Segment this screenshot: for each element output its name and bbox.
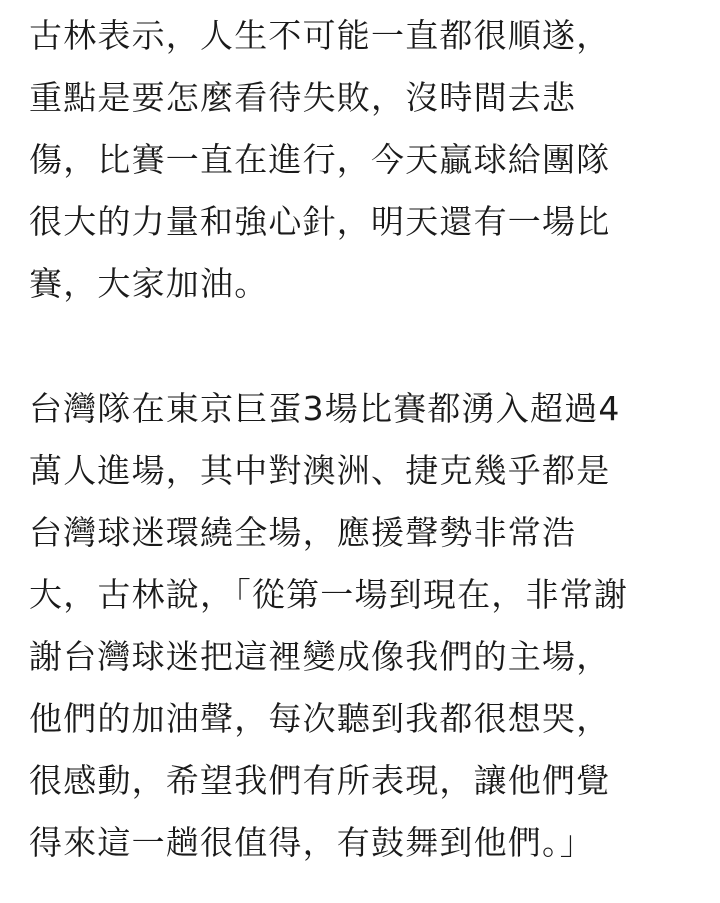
text-line: 重點是要怎麼看待失敗，沒時間去悲 bbox=[29, 78, 577, 117]
text-line: 萬人進場，其中對澳洲、捷克幾乎都是 bbox=[29, 451, 611, 490]
text-line: 台灣隊在東京巨蛋3場比賽都湧入超過4 bbox=[29, 389, 621, 428]
text-line: 謝台灣球迷把這裡變成像我們的主場， bbox=[29, 637, 611, 676]
text-line: 很大的力量和強心針，明天還有一場比 bbox=[29, 202, 611, 241]
text-line: 得來這一趟很值得，有鼓舞到他們。」 bbox=[29, 823, 594, 862]
text-line: 他們的加油聲，每次聽到我都很想哭， bbox=[29, 699, 611, 738]
text-line: 賽，大家加油。 bbox=[29, 264, 269, 303]
text-line: 傷，比賽一直在進行，今天贏球給團隊 bbox=[29, 140, 611, 179]
text-line: 台灣球迷環繞全場，應援聲勢非常浩 bbox=[29, 513, 577, 552]
paragraph-1 bbox=[29, 5, 610, 315]
text-line: 大，古林說，「從第一場到現在，非常謝 bbox=[29, 575, 629, 614]
text-line: 古林表示，人生不可能一直都很順遂， bbox=[29, 16, 611, 55]
paragraph-2 bbox=[29, 378, 628, 874]
text-line: 很感動，希望我們有所表現，讓他們覺 bbox=[29, 761, 611, 800]
